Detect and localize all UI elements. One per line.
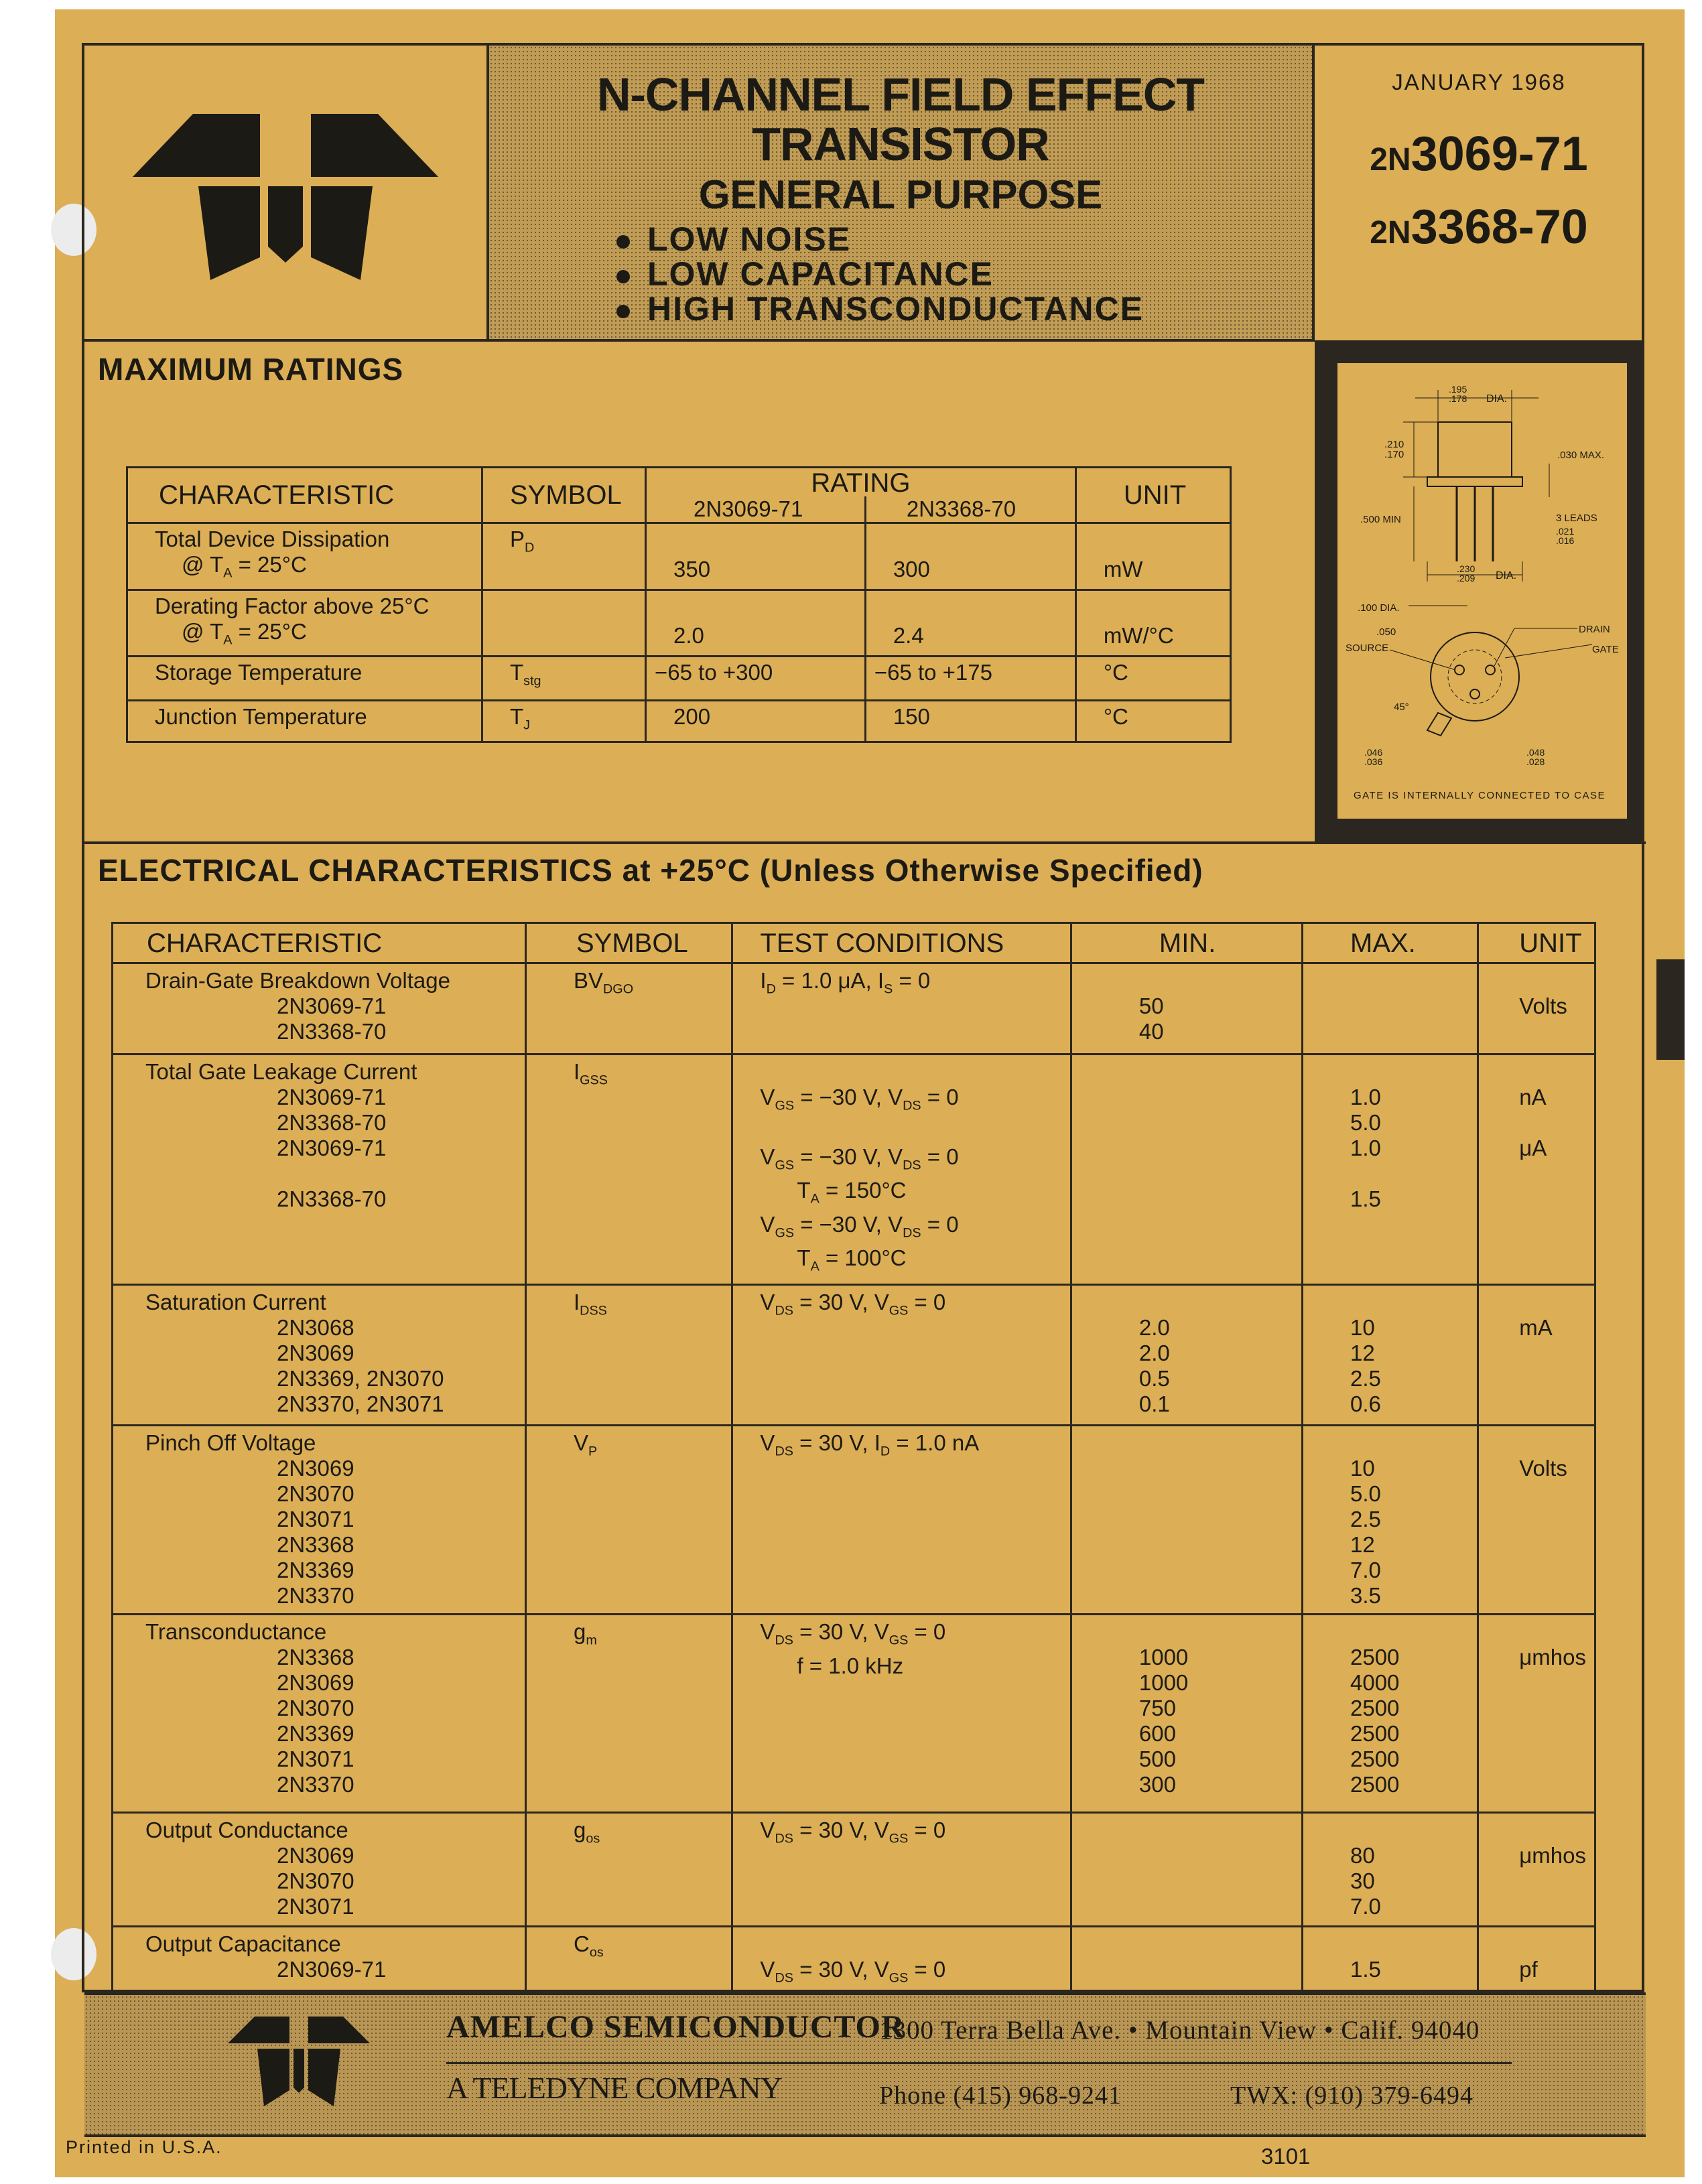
max-cell [1303, 963, 1478, 1054]
teledyne-logo [84, 46, 489, 339]
part-list: 2N3069 2N3070 2N3071 2N3368 2N3369 2N3370 [277, 1455, 354, 1608]
table-row [113, 1054, 1595, 1285]
characteristic-name: Output Capacitance [145, 1931, 341, 1956]
test-conditions-cell: $V_{DS} = 30$ V, $I_D = 1.0$ nA [732, 1425, 1071, 1614]
dim-label: .030 MAX. [1557, 450, 1605, 461]
symbol-cell: $C_{os}$ [525, 1926, 732, 1996]
electrical-characteristics-table [111, 922, 1596, 1997]
table-row: Junction Temperature $T_J$ 200 150 °C [127, 701, 1231, 742]
symbol-cell: $V_P$ [525, 1425, 732, 1614]
min-cell: 2.0 2.0 0.5 0.1 [1071, 1284, 1302, 1425]
bullet-icon [616, 305, 630, 318]
title-panel [489, 46, 1315, 339]
col-max: MAX. [1303, 923, 1478, 963]
dim-label: DIA. [1486, 393, 1508, 405]
phone-number: Phone (415) 968-9241 [879, 2081, 1122, 2110]
part-list: 2N3069 2N3070 2N3071 [277, 1842, 354, 1919]
characteristic-cell [113, 1926, 526, 1996]
col-characteristic: CHARACTERISTIC [113, 923, 526, 963]
characteristic-name: Saturation Current [145, 1289, 326, 1314]
package-outline-panel [1315, 340, 1643, 841]
col-min: MIN. [1071, 923, 1302, 963]
max-cell: 1.5 [1303, 1926, 1478, 1996]
dim-label: .210 .170 [1384, 439, 1404, 460]
characteristic-name: Output Conductance [145, 1817, 348, 1842]
characteristic-cell [113, 1425, 526, 1614]
col-part-b: 2N3368-70 [865, 496, 1075, 523]
characteristic-cell [113, 1284, 526, 1425]
part-list: 2N3069-71 [277, 1956, 387, 1982]
unit-cell: μmhos [1478, 1614, 1595, 1812]
dim-label: DIA. [1496, 570, 1517, 582]
col-characteristic: CHARACTERISTIC [127, 468, 482, 523]
col-rating: RATING [646, 468, 1076, 497]
dim-label: 3 LEADS [1556, 513, 1597, 524]
max-cell: 10 12 2.5 0.6 [1303, 1284, 1478, 1425]
table-row: Derating Factor above 25°C @ $T_A = 25^\circ C$ 2.0 2.4 mW/°C [127, 590, 1231, 657]
subtitle: GENERAL PURPOSE [698, 172, 1103, 217]
dim-label: .050 [1376, 626, 1396, 638]
unit-cell: pf [1478, 1926, 1595, 1996]
unit-cell: μmhos [1478, 1812, 1595, 1926]
part-number: 2N3069-71 [1370, 127, 1588, 181]
page-number: 3101 [1261, 2144, 1311, 2169]
teledyne-logo [225, 2010, 373, 2117]
table-row [113, 1425, 1595, 1614]
test-conditions-cell: $V_{DS} = 30$ V, $V_{GS} = 0$ [732, 1284, 1071, 1425]
characteristic-cell [113, 963, 526, 1054]
part-list: 2N3069-71 2N3368-70 [277, 994, 387, 1044]
table-row [113, 1284, 1595, 1425]
company-footer [84, 1992, 1646, 2137]
col-test-conditions: TEST CONDITIONS [732, 923, 1071, 963]
parent-company: A TELEDYNE COMPANY [446, 2071, 782, 2105]
test-conditions-cell: $V_{DS} = 30$ V, $V_{GS} = 0$ f = 1.0 kHz [732, 1614, 1071, 1812]
pin-label-source: SOURCE [1346, 642, 1389, 654]
max-cell: 2500 4000 2500 2500 2500 2500 [1303, 1614, 1478, 1812]
min-cell [1071, 1425, 1302, 1614]
table-row [113, 1614, 1595, 1812]
characteristic-name: Transconductance [145, 1619, 327, 1644]
symbol-cell: $g_m$ [525, 1614, 732, 1812]
part-number: 2N3368-70 [1370, 200, 1588, 254]
divider [446, 2062, 1512, 2064]
unit-cell: Volts [1478, 1425, 1595, 1614]
dim-label: .048 .028 [1526, 747, 1545, 767]
title-line-1: N-CHANNEL FIELD EFFECT [596, 68, 1205, 121]
bullet-icon [616, 235, 630, 249]
table-row: Storage Temperature $T_{stg}$ −65 to +300 −65 to +175 °C [127, 657, 1231, 701]
feature-item: LOW CAPACITANCE [616, 257, 1312, 291]
feature-item: HIGH TRANSCONDUCTANCE [616, 291, 1312, 326]
feature-list [616, 222, 1312, 326]
col-unit: UNIT [1478, 923, 1595, 963]
title-line-2: TRANSISTOR [752, 118, 1049, 170]
table-header-row [113, 923, 1595, 963]
test-conditions-cell: $V_{GS} = -30$ V, $V_{DS} = 0$ $V_{GS} = -30$ V, $V_{DS} = 0$ $T_A = 150^\circ C$ $V_{GS} = -30$ V, $V_{DS} = 0$ $T_A = 100^\circ C$ [732, 1054, 1071, 1285]
min-cell: 1000 1000 750 600 500 300 [1071, 1614, 1302, 1812]
pin-label-gate: GATE [1592, 644, 1619, 655]
issue-date: JANUARY 1968 [1392, 70, 1566, 94]
max-cell: 10 5.0 2.5 12 7.0 3.5 [1303, 1425, 1478, 1614]
company-address: 1300 Terra Bella Ave. • Mountain View • Calif. 94040 [879, 2016, 1480, 2045]
characteristic-name: Pinch Off Voltage [145, 1430, 316, 1455]
table-row [113, 1812, 1595, 1926]
characteristic-name: Drain-Gate Breakdown Voltage [145, 968, 450, 993]
table-row: Total Device Dissipation @ $T_A = 25^\circ C$ $P_D$ 350 300 mW [127, 523, 1231, 590]
dim-label: .500 MIN [1360, 514, 1401, 525]
symbol-cell: $g_{os}$ [525, 1812, 732, 1926]
dim-label: .046 .036 [1364, 747, 1383, 767]
table-row [113, 963, 1595, 1054]
dim-label: .230 .209 [1457, 563, 1476, 584]
characteristic-name: Total Gate Leakage Current [145, 1059, 417, 1084]
part-list: 2N3069-71 2N3368-70 2N3069-71 2N3368-70 [277, 1085, 387, 1211]
col-symbol: SYMBOL [525, 923, 732, 963]
characteristic-cell [113, 1054, 526, 1285]
table-header-row [127, 468, 1231, 497]
symbol-cell: $BV_{DGO}$ [525, 963, 732, 1054]
part-list: 2N3068 2N3069 2N3369, 2N3070 2N3370, 2N3071 [277, 1314, 444, 1416]
col-part-a: 2N3069-71 [646, 496, 866, 523]
pin-label-drain: DRAIN [1579, 624, 1610, 635]
min-cell [1071, 1054, 1302, 1285]
divider [84, 841, 1646, 844]
edge-tab [1656, 959, 1685, 1060]
symbol-cell: $I_{DSS}$ [525, 1284, 732, 1425]
unit-cell: nA μA [1478, 1054, 1595, 1285]
test-conditions-cell: $V_{DS} = 30$ V, $V_{GS} = 0$ [732, 1812, 1071, 1926]
max-ratings-heading: MAXIMUM RATINGS [98, 352, 404, 387]
part-number-panel [1315, 46, 1643, 339]
symbol-cell: $I_{GSS}$ [525, 1054, 732, 1285]
unit-cell: Volts [1478, 963, 1595, 1054]
printed-note: Printed in U.S.A. [66, 2137, 222, 2157]
part-list: 2N3368 2N3069 2N3070 2N3369 2N3071 2N3370 [277, 1644, 354, 1797]
col-unit: UNIT [1075, 468, 1230, 523]
divider [84, 339, 1315, 342]
electrical-heading: ELECTRICAL CHARACTERISTICS at +25°C (Unless Otherwise Specified) [98, 853, 1203, 888]
dim-label: .021 .016 [1556, 526, 1575, 546]
dim-label: .100 DIA. [1358, 602, 1400, 614]
dim-label: 45° [1394, 701, 1409, 713]
to-18-package-drawing [1337, 363, 1627, 819]
max-cell: 1.0 5.0 1.0 1.5 [1303, 1054, 1478, 1285]
feature-item: LOW NOISE [616, 222, 1312, 257]
characteristic-cell [113, 1812, 526, 1926]
max-ratings-table [126, 466, 1232, 743]
test-conditions-cell: $V_{DS} = 30$ V, $V_{GS} = 0$ [732, 1926, 1071, 1996]
company-name: AMELCO SEMICONDUCTOR [446, 2009, 905, 2045]
twx-number: TWX: (910) 379-6494 [1230, 2081, 1474, 2110]
datasheet-page [55, 9, 1685, 2177]
min-cell [1071, 1812, 1302, 1926]
min-cell: 50 40 [1071, 963, 1302, 1054]
max-cell: 80 30 7.0 [1303, 1812, 1478, 1926]
col-symbol: SYMBOL [482, 468, 646, 523]
characteristic-cell [113, 1614, 526, 1812]
dim-label: .195 .178 [1449, 384, 1467, 404]
bullet-icon [616, 270, 630, 283]
table-row [113, 1926, 1595, 1996]
unit-cell: mA [1478, 1284, 1595, 1425]
min-cell [1071, 1926, 1302, 1996]
package-note: GATE IS INTERNALLY CONNECTED TO CASE [1354, 790, 1606, 801]
test-conditions-cell: $I_D = 1.0$ μA, $I_S = 0$ [732, 963, 1071, 1054]
